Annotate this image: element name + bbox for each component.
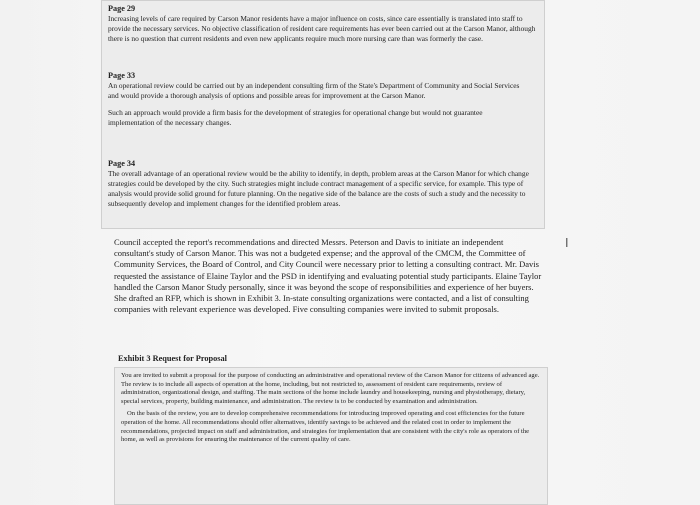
- section-paragraph: Increasing levels of care required by Carson Manor residents have a major influence on costs, since care essentially is translated into staff to provide the necessary services. No objective classification of resident care requirements has ever been carried out at the Carson Manor, although there is no question that current residents and even new applicants require much more nursing care than was formerly the case.: [108, 14, 536, 43]
- section-heading: Page 29: [108, 4, 136, 13]
- section-paragraph: The overall advantage of an operational review would be the ability to identify, in depth, problem areas at the Carson Manor for which change strategies could be developed by the city. Such strategies might include contract management of a specific service, for example. This type of analysis would provide solid ground for future planning. On the negative side of the balance are the costs of such a study and the necessity to subsequently develop and implement changes for the identified problem areas.: [108, 169, 529, 208]
- section-paragraph: Such an approach would provide a firm basis for the development of strategies for operational change but would not guarantee implementation of the necessary changes.: [108, 108, 483, 127]
- exhibit-title: Exhibit 3 Request for Proposal: [118, 354, 227, 363]
- section-heading: Page 33: [108, 71, 136, 80]
- excerpt-section-page-34: [108, 158, 538, 209]
- text-cursor-icon: I: [565, 236, 569, 250]
- excerpt-section-page-33: [108, 70, 528, 128]
- report-excerpt-box: [101, 0, 545, 229]
- body-paragraph: Council accepted the report's recommendations and directed Messrs. Peterson and Davis to initiate an independent consultant's study of Carson Manor. This was not a budgeted expense; and the approval of the CMCM, the Committee of Community Services, the Board of Control, and City Council were necessary prior to letting a consulting contract. Mr. Davis requested the assistance of Elaine Taylor and the PSD in identifying and evaluating potential study participants. Elaine Taylor handled the Carson Manor Study personally, since it was beyond the scope of responsibilities and experience of her buyers. She drafted an RFP, which is shown in Exhibit 3. In-state consulting organizations were contacted, and a list of consulting companies with relevant experience was developed. Five consulting companies were invited to submit proposals.: [114, 237, 542, 315]
- exhibit-paragraph: On the basis of the review, you are to develop comprehensive recommendations for introducing improved operating and cost efficiencies for the future operation of the home. All recommendations should offer alternatives, identify savings to be achieved and the related cost in order to implement the recommendations, projected impact on staff and administration, and strategies for implementation that are consistent with the city's role as operators of the home, as well as provisions for ensuring the maintenance of the current quality of care.: [121, 410, 530, 444]
- exhibit-rfp-box: [114, 367, 548, 505]
- exhibit-paragraph: You are invited to submit a proposal for the purpose of conducting an administrative and operational review of the Carson Manor for citizens of advanced age. The review is to include all aspects of operation at the home, including, but not restricted to, assessment of resident care requirements, review of administration, organizational design, and staffing. The main sections of the home include laundry and housekeeping, nursing and physiotherapy, dietary, special services, property, building maintenance, and administration. The review is to be conducted by examination and administration.: [121, 372, 540, 405]
- excerpt-section-page-29: [108, 3, 538, 44]
- section-paragraph: An operational review could be carried out by an independent consulting firm of the State's Department of Community and Social Services and would provide a thorough analysis of options and possible areas for improvement at the Carson Manor.: [108, 81, 520, 100]
- section-heading: Page 34: [108, 159, 136, 168]
